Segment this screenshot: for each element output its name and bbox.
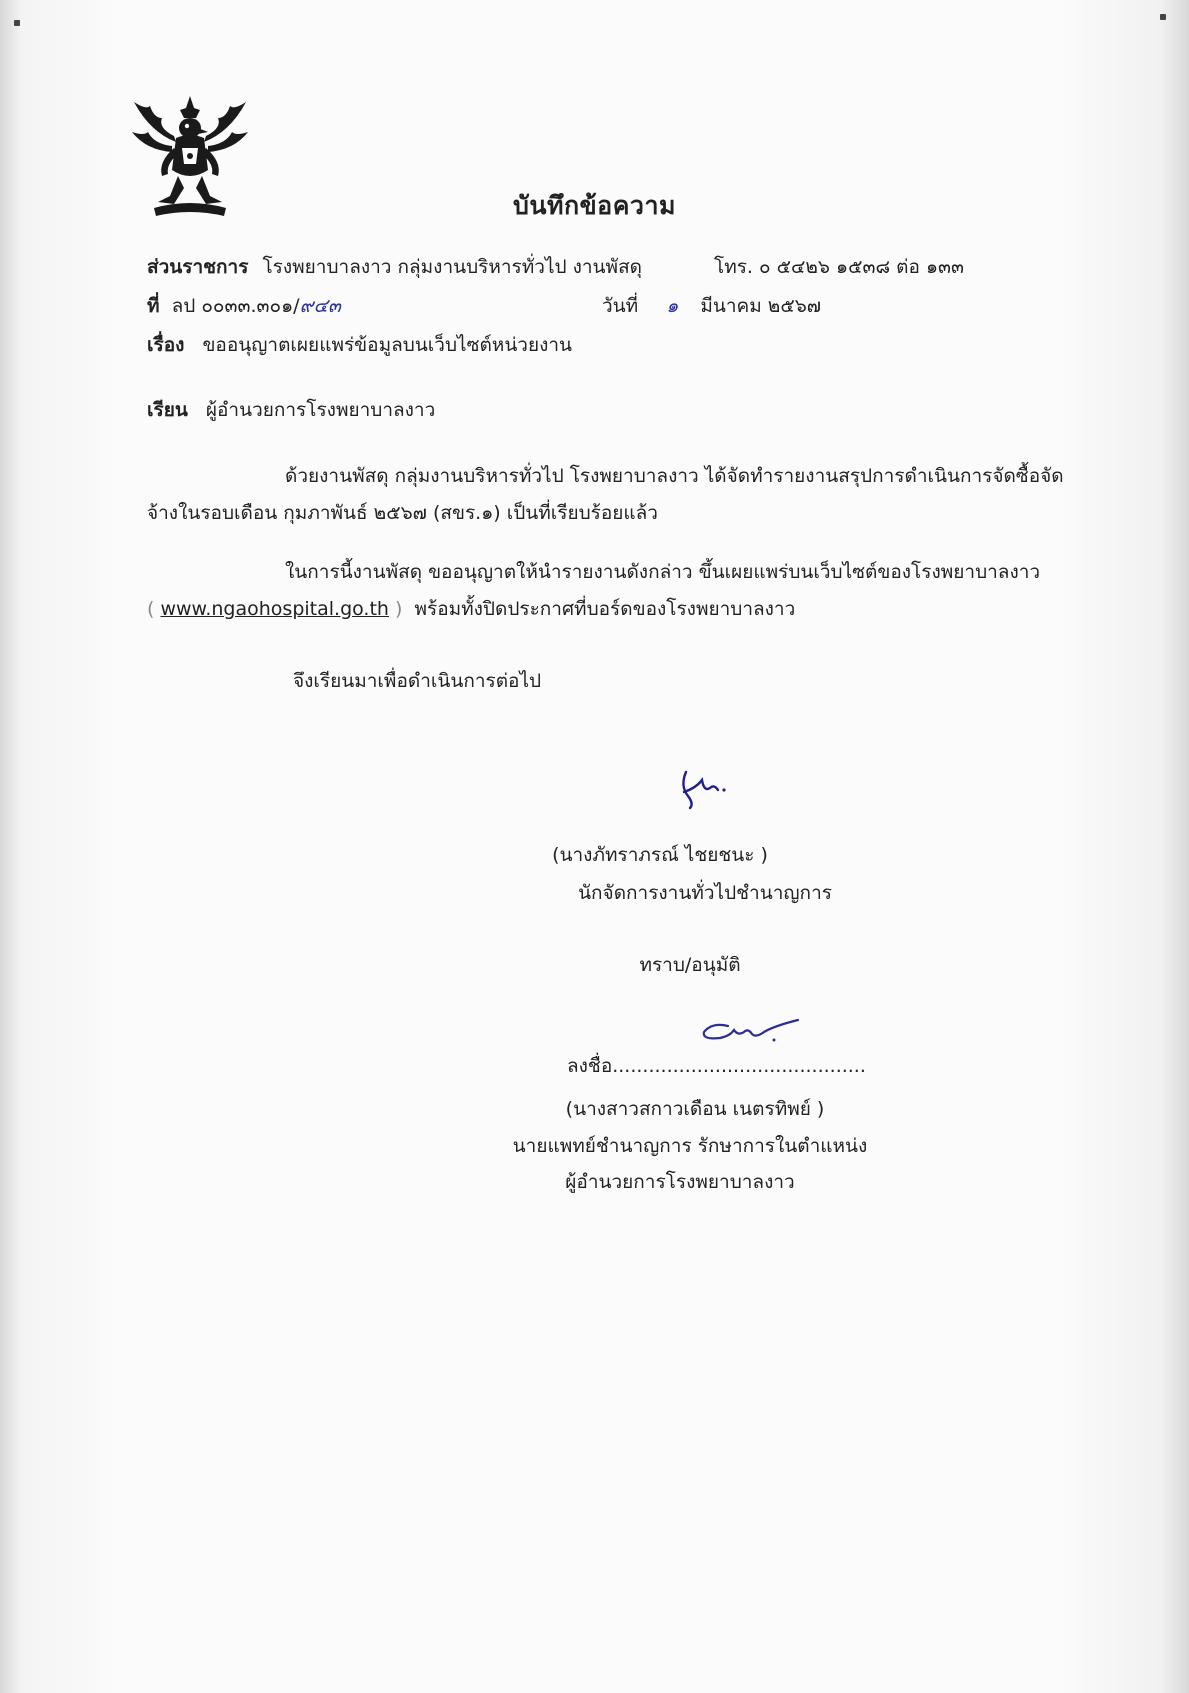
signer-1-position: นักจัดการงานทั่วไปชำนาญการ	[578, 882, 832, 904]
reference-row	[147, 297, 341, 316]
url-open-paren: (	[147, 598, 155, 620]
date-month-year: มีนาคม ๒๕๖๗	[700, 295, 822, 317]
date-day-handwritten: ๑	[666, 295, 679, 317]
agency-value: โรงพยาบาลงาว กลุ่มงานบริหารทั่วไป งานพัสดุ	[262, 256, 643, 278]
subject-label: เรื่อง	[147, 334, 185, 356]
paragraph-2-text-b: พร้อมทั้งปิดประกาศที่บอร์ดของโรงพยาบาลงาว	[414, 598, 796, 620]
reference-handwritten-number: ๙๔๓	[299, 295, 341, 317]
addressee-row	[147, 401, 435, 420]
signer-2-name: (นางสาวสกาวเดือน เนตรทิพย์ )	[565, 1098, 825, 1120]
website-link[interactable]: www.ngaohospital.go.th	[160, 598, 389, 620]
signer-1-name: (นางภัทราภรณ์ ไชยชนะ )	[552, 844, 768, 866]
closing-line: จึงเรียนมาเพื่อดำเนินการต่อไป	[293, 670, 542, 692]
date-label: วันที่	[602, 295, 639, 317]
reference-label: ที่	[147, 295, 160, 317]
agency-row	[147, 258, 642, 277]
addressee-value: ผู้อำนวยการโรงพยาบาลงาว	[205, 399, 436, 421]
reference-value: ลป ๐๐๓๓.๓๐๑/	[171, 295, 300, 317]
scan-speck	[14, 20, 20, 26]
signer-2-office: ผู้อำนวยการโรงพยาบาลงาว	[565, 1171, 795, 1193]
agency-label: ส่วนราชการ	[147, 256, 249, 278]
scan-speck	[1160, 14, 1166, 20]
sign-line: ลงชื่อ..........................................	[567, 1055, 866, 1077]
memo-title: บันทึกข้อความ	[513, 191, 676, 220]
signer-2-position: นายแพทย์ชำนาญการ รักษาการในตำแหน่ง	[512, 1135, 868, 1157]
body-paragraph-1: ด้วยงานพัสดุ กลุ่มงานบริหารทั่วไป โรงพยาบาลงาว ได้จัดทำรายงานสรุปการดำเนินการจัดซื้อจัดจ้างในรอบเดือน กุมภาพันธ์ ๒๕๖๗ (สขร.๑) เป็นที่เรียบร้อยแล้ว	[147, 465, 1064, 524]
body-paragraph-2	[147, 554, 1087, 628]
addressee-label: เรียน	[147, 399, 188, 421]
approval-text: ทราบ/อนุมัติ	[639, 954, 741, 976]
paragraph-2-text-a: ในการนี้งานพัสดุ ขออนุญาตให้นำรายงานดังกล่าว ขึ้นเผยแพร่บนเว็บไซต์ของโรงพยาบาลงาว	[285, 561, 1041, 583]
subject-value: ขออนุญาตเผยแพร่ข้อมูลบนเว็บไซต์หน่วยงาน	[202, 334, 573, 356]
subject-row	[147, 336, 572, 355]
url-close-paren: )	[395, 598, 403, 620]
handwritten-signature-2	[694, 1012, 806, 1052]
handwritten-signature-1	[676, 766, 732, 812]
phone-number: โทร. ๐ ๕๔๒๖ ๑๕๓๘ ต่อ ๑๓๓	[714, 256, 964, 278]
date-row	[602, 297, 821, 316]
